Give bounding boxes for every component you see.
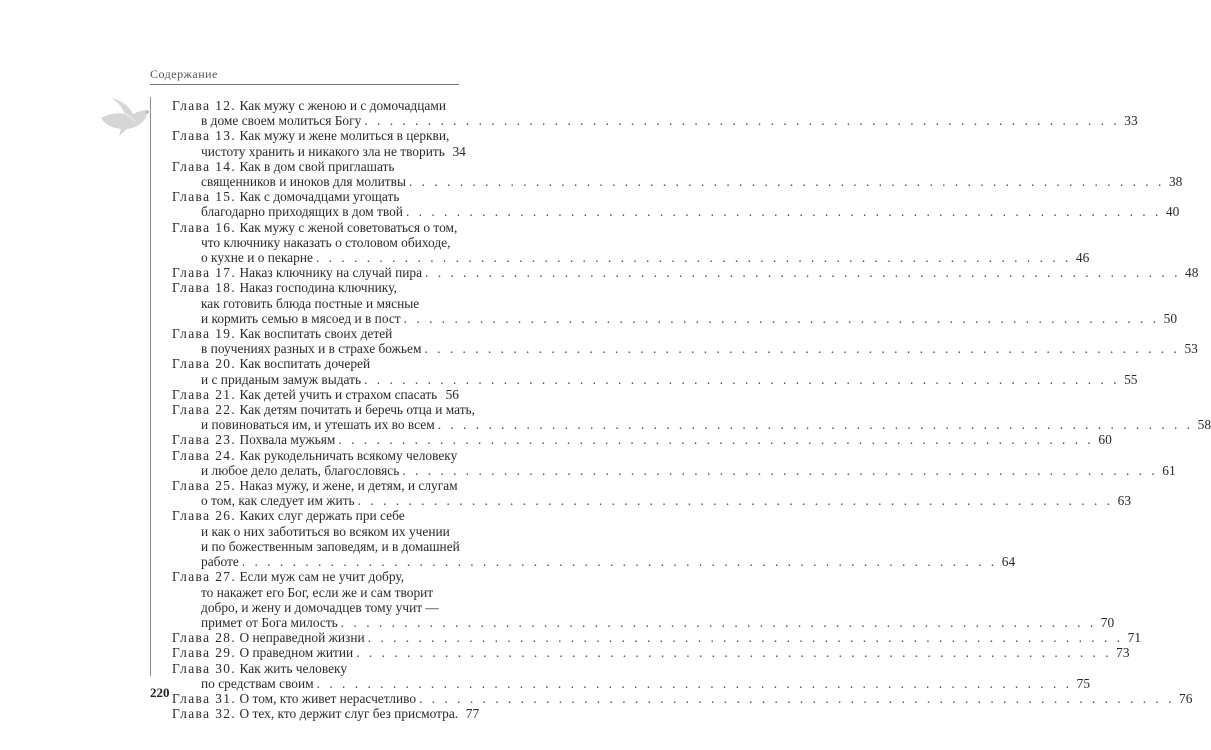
page-ref: 75 <box>1076 675 1091 691</box>
chapter-label: Глава 13. <box>172 128 237 144</box>
dot-leader: . . . . . . . . . . . . . . . . . . . . . . . . . . . . . . . . . . . . . . . . . . . . . . . . . . . . . . . . . . . . <box>405 204 1162 220</box>
toc-entry[interactable] <box>172 189 1180 220</box>
page-ref: 76 <box>1179 690 1193 706</box>
entry-title-line: как готовить блюда постные и мясные <box>201 295 420 311</box>
entry-title-line: Как детям почитать и беречь отца и мать, <box>239 402 476 418</box>
chapter-label: Глава 27. <box>172 569 237 585</box>
page-number: 220 <box>150 685 170 700</box>
entry-title-line: О том, кто живет нерасчетливо <box>239 690 417 706</box>
page-ref: 77 <box>465 706 480 722</box>
toc-entry[interactable] <box>172 280 1178 326</box>
page-ref: 38 <box>1168 174 1183 190</box>
entry-title-line: Если муж сам не учит добру, <box>239 569 405 585</box>
page-ref: 53 <box>1184 341 1198 357</box>
chapter-label: Глава 21. <box>172 386 237 402</box>
entry-title-line: и повиноваться им, и утешать их во всем <box>201 417 435 433</box>
entry-title-line: благодарно приходящих в дом твой <box>201 204 403 220</box>
dot-leader: . . . . . . . . . . . . . . . . . . . . . . . . . . . . . . . . . . . . . . . . . . . . . . . . . . . . . . . . . . . . <box>338 432 1094 448</box>
toc-entry[interactable] <box>172 158 1183 190</box>
toc-entry[interactable] <box>172 690 1193 706</box>
entry-title-line: добро, и жену и домочадцев тому учит — <box>201 599 439 615</box>
chapter-label: Глава 14. <box>172 158 237 174</box>
dot-leader: . . . . . . . . . . . . . . . . . . . . . . . . . . . . . . . . . . . . . . . . . . . . . . . . . . . . . . . . . . . . <box>408 174 1165 190</box>
dot-leader: . . . . . . . . . . . . . . . . . . . . . . . . . . . . . . . . . . . . . . . . . . . . . . . . . . . . . . . . . . . . <box>425 265 1181 281</box>
toc-entry[interactable] <box>172 265 1199 281</box>
entry-title-line: Как мужу с женой советоваться о том, <box>239 219 458 235</box>
chapter-label: Глава 32. <box>172 706 237 722</box>
toc-entry[interactable] <box>172 219 1090 266</box>
page-ref: 61 <box>1162 462 1176 478</box>
page-ref: 34 <box>452 143 466 159</box>
entry-title-line: Как жить человеку <box>239 660 348 676</box>
entry-title-line: священников и иноков для молитвы <box>201 174 406 190</box>
chapter-label: Глава 26. <box>172 508 237 524</box>
page-ref: 73 <box>1116 645 1130 661</box>
dot-leader: . . . . . . . . . . . . . . . . . . . . . . . . . . . . . . . . . . . . . . . . . . . . . . . . . . . . . . . . . . . . <box>357 493 1114 509</box>
dot-leader: . . . . . . . . . . . . . . . . . . . . . . . . . . . . . . . . . . . . . . . . . . . . . . . . . . . . . . . . . . . . <box>316 675 1073 691</box>
dot-leader: . . . . . . . . . . . . . . . . . . . . . . . . . . . . . . . . . . . . . . . . . . . . . . . . . . . . . . . . . . . . <box>402 462 1158 478</box>
entry-title-line: что ключнику наказать о столовом обиходе, <box>201 234 451 250</box>
entry-title-line: Наказ господина ключнику, <box>239 280 397 296</box>
page-ref: 55 <box>1124 371 1138 387</box>
page-ref: 48 <box>1185 265 1199 281</box>
entry-title-line: Наказ ключнику на случай пира <box>239 265 423 281</box>
chapter-label: Глава 16. <box>172 219 237 235</box>
page-ref: 70 <box>1100 614 1115 630</box>
entry-title-line: в поучениях разных и в страхе божьем <box>201 341 422 357</box>
dot-leader: . . . . . . . . . . . . . . . . . . . . . . . . . . . . . . . . . . . . . . . . . . . . . . . . . . . . . . . . . . . . <box>241 554 998 570</box>
toc-entry[interactable] <box>172 706 480 722</box>
dot-leader: . . . . . . . . . . . . . . . . . . . . . . . . . . . . . . . . . . . . . . . . . . . . . . . . . . . . . . . . . . . . <box>315 250 1072 266</box>
toc-entry[interactable] <box>172 98 1138 129</box>
dot-leader: . . . . . . . . . . . . . . . . . . . . . . . . . . . . . . . . . . . . . . . . . . . . . . . . . . . . . . . . . . . . <box>424 341 1180 357</box>
dot-leader: . . . . . . . . . . . . . . . . . . . . . . . . . . . . . . . . . . . . . . . . . . . . . . . . . . . . . . . . . . . . <box>364 113 1120 129</box>
chapter-label: Глава 15. <box>172 189 237 205</box>
entry-title-line: примет от Бога милость <box>201 614 338 630</box>
chapter-label: Глава 18. <box>172 280 237 296</box>
dove-icon <box>97 96 155 140</box>
entry-title-line: О праведном житии <box>239 645 354 661</box>
chapter-label: Глава 12. <box>172 98 237 113</box>
dot-leader: . . . . . . . . . . . . . . . . . . . . . . . . . . . . . . . . . . . . . . . . . . . . . . . . . . . . . . . . . . . . <box>340 614 1097 630</box>
page-ref: 33 <box>1124 113 1138 129</box>
toc-entry[interactable] <box>172 569 1115 630</box>
entry-title-line: в доме своем молиться Богу <box>201 113 362 129</box>
chapter-label: Глава 29. <box>172 645 237 661</box>
toc-entry[interactable] <box>172 387 459 402</box>
entry-title-line: О тех, кто держит слуг без присмотра. <box>239 706 459 722</box>
page-ref: 60 <box>1098 432 1112 448</box>
page-ref: 50 <box>1163 310 1178 326</box>
toc-entry[interactable] <box>172 128 466 159</box>
chapter-label: Глава 22. <box>172 402 237 418</box>
entry-title-line: О неправедной жизни <box>239 630 365 646</box>
dot-leader: . . . . . . . . . . . . . . . . . . . . . . . . . . . . . . . . . . . . . . . . . . . . . . . . . . . . . . . . . . . . <box>437 417 1194 433</box>
entry-title-line: Как в дом свой приглашать <box>239 158 395 174</box>
toc-entry[interactable] <box>172 432 1112 448</box>
toc-entry[interactable] <box>172 326 1198 357</box>
header-rule <box>150 84 459 85</box>
entry-title-line: и по божественным заповедям, и в домашней <box>201 538 460 554</box>
chapter-label: Глава 30. <box>172 660 237 676</box>
dot-leader: . . . . . . . . . . . . . . . . . . . . . . . . . . . . . . . . . . . . . . . . . . . . . . . . . . . . . . . . . . . . <box>403 310 1160 326</box>
toc-entry[interactable] <box>172 508 1016 570</box>
page-ref: 71 <box>1127 630 1142 646</box>
page-ref: 58 <box>1197 417 1211 433</box>
dot-leader: . . . . . . . . . . . . . . . . . . . . . . . . . . . . . . . . . . . . . . . . . . . . . . . . . . . . . . . . . . . . <box>419 690 1175 706</box>
chapter-label: Глава 17. <box>172 265 237 281</box>
dot-leader: . . . . . . . . . . . . . . . . . . . . . . . . . . . . . . . . . . . . . . . . . . . . . . . . . . . . . . . . . . . . <box>364 371 1120 387</box>
entry-title-line: о кухне и о пекарне <box>201 250 313 266</box>
entry-title-line: Наказ мужу, и жене, и детям, и слугам <box>239 478 458 494</box>
entry-title-line: и с приданым замуж выдать <box>201 371 362 387</box>
entry-title-line: Как рукодельничать всякому человеку <box>239 447 458 463</box>
entry-title-line: Похвала мужьям <box>239 432 336 448</box>
toc-entry[interactable] <box>172 645 1130 661</box>
toc-entry[interactable] <box>172 447 1176 478</box>
entry-title-line: и кормить семью в мясоед и в пост <box>201 310 401 326</box>
toc-entry[interactable] <box>172 630 1142 646</box>
dot-leader: . . . . . . . . . . . . . . . . . . . . . . . . . . . . . . . . . . . . . . . . . . . . . . . . . . . . . . . . . . . . <box>356 645 1112 661</box>
entry-title-line: и как о них заботиться во всяком их учении <box>201 523 450 539</box>
page-ref: 40 <box>1165 204 1180 220</box>
entry-title-line: Каких слуг держать при себе <box>239 508 405 524</box>
entry-title-line: о том, как следует им жить <box>201 493 355 509</box>
dot-leader: . . . . . . . . . . . . . . . . . . . . . . . . . . . . . . . . . . . . . . . . . . . . . . . . . . . . . . . . . . . . <box>367 630 1124 646</box>
entry-title-line: работе <box>201 554 239 570</box>
toc-entry[interactable] <box>172 660 1091 691</box>
chapter-label: Глава 28. <box>172 630 237 646</box>
entry-title-line: Как с домочадцами угощать <box>239 189 400 205</box>
chapter-label: Глава 20. <box>172 356 237 372</box>
entry-title-line: Как мужу с женою и с домочадцами <box>239 98 446 113</box>
toc-entry[interactable] <box>172 402 1211 433</box>
page-ref: 63 <box>1117 493 1132 509</box>
page-ref: 56 <box>445 386 459 402</box>
entry-title-line: Как воспитать своих детей <box>239 326 393 342</box>
toc-entry[interactable] <box>172 478 1132 509</box>
page-ref: 64 <box>1001 554 1016 570</box>
entry-title-line: и любое дело делать, благословясь <box>201 462 400 478</box>
toc-entry[interactable] <box>172 356 1138 387</box>
entry-title-line: Как воспитать дочерей <box>239 356 371 372</box>
chapter-label: Глава 24. <box>172 447 237 463</box>
entry-title-line: Как детей учить и страхом спасать <box>239 386 438 402</box>
entry-title-line: то накажет его Бог, если же и сам творит <box>201 584 434 600</box>
chapter-label: Глава 25. <box>172 478 237 494</box>
page-ref: 46 <box>1075 250 1090 266</box>
chapter-label: Глава 19. <box>172 326 237 342</box>
chapter-label: Глава 31. <box>172 690 237 706</box>
entry-title-line: по средствам своим <box>201 675 314 691</box>
vertical-rule <box>150 97 151 676</box>
entry-title-line: чистоту хранить и никакого зла не творить <box>201 143 445 159</box>
chapter-label: Глава 23. <box>172 432 237 448</box>
dot-leader <box>440 387 441 402</box>
running-header: Содержание <box>150 67 218 81</box>
entry-title-line: Как мужу и жене молиться в церкви, <box>239 128 450 144</box>
table-of-contents <box>172 98 1211 722</box>
